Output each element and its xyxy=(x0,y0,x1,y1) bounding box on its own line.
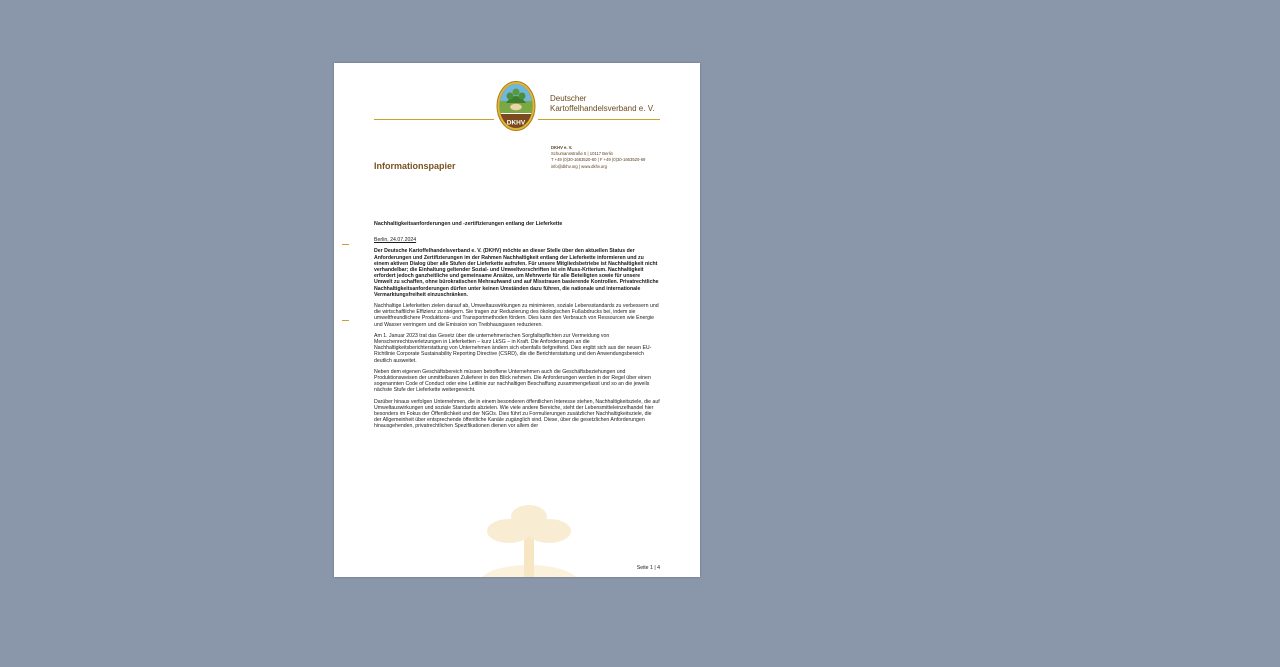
page-number: Seite 1 | 4 xyxy=(636,565,660,571)
document-subject: Nachhaltigkeitsanforderungen und -zertifizierungen entlang der Lieferkette xyxy=(374,221,563,227)
contact-phone: T +49 (0)30-1663520-60 | F +49 (0)30-1663520-69 xyxy=(551,157,646,163)
doc-type-title: Informationspapier xyxy=(374,161,456,171)
margin-fold-mark-top xyxy=(342,244,349,245)
document-date: Berlin, 24.07.2024 xyxy=(374,237,417,244)
contact-name: DKHV e. V. xyxy=(551,145,573,150)
document-body xyxy=(374,221,660,435)
body-paragraph: Neben dem eigenen Geschäftsbereich müssen betroffene Unternehmen auch die Geschäftsbeziehungen und Produktionsweisen der unmittelbaren Zulieferer in den Blick nehmen. Die Anforderungen werden in der Regel über einen sogenannten Code of Conduct oder eine Leitlinie zur nachhaltigen Beschaffung zusammengefasst und so an die jeweils nächste Stufe der Lieferkette weitergereicht. xyxy=(374,368,651,394)
org-name xyxy=(550,94,655,114)
lead-paragraph: Der Deutsche Kartoffelhandelsverband e. V. (DKHV) möchte an dieser Stelle über den aktuellen Status der Anforderungen und Zertifizierungen im der Rahmen Nachhaltigkeit entlang der Lieferkette informieren und zu einem aktiven Dialog über alle Stufen der Lieferkette aufrufen. Für unsere Mitgliedsbetriebe ist Nachhaltigkeit nicht verhandelbar; die Einhaltung geltender Sozial- und Umweltvorschriften ist ein Muss-Kriterium. Nachhaltigkeit erfordert jedoch ganzheitliche und gemeinsame Ansätze, um Mehrwerte für alle Beteiligten sowie für unsere Umwelt zu schaffen, ohne bürokratischen Mehraufwand und auf Misstrauen basierende Kontrollen. Privatrechtliche Nachhaltigkeitsanforderungen dürfen unter keinen Umständen dazu führen, die nationale und internationale Vermarktungsfreiheit einzuschränken. xyxy=(374,248,659,298)
svg-text:DKHV: DKHV xyxy=(506,119,526,127)
contact-web: info@dkhv.org | www.dkhv.org xyxy=(551,163,607,169)
dkhv-logo-icon xyxy=(496,81,536,133)
contact-block xyxy=(551,145,645,170)
margin-fold-mark-bottom xyxy=(342,320,349,321)
contact-address: Schumannstraße 5 | 10117 Berlin xyxy=(551,151,613,157)
org-name-line2: Kartoffelhandelsverband e. V. xyxy=(550,104,655,113)
body-paragraph: Darüber hinaus verfolgen Unternehmen, die in einem besonderen öffentlichen Interesse stehen, Nachhaltigkeitsziele, die auf Umweltauswirkungen und soziale Standards abzielen. Wie viele andere Bereiche, steht der Lebensmitteleinzelhandel hier besonders im Fokus der Öffentlichkeit und der NGOs. Dies führt zu Formulierungen zusätzlicher Nachhaltigkeitsziele, die der Allgemeinheit über entsprechende öffentliche Kanäle zugänglich sind. Diese, über die gesetzlichen Anforderungen hinausgehenden, privatrechtlichen Spezifikationen dienen vor allem der xyxy=(374,398,660,430)
header-rule-left xyxy=(374,119,494,120)
document-page xyxy=(334,63,700,577)
header-rule-right xyxy=(538,119,660,120)
body-paragraph: Nachhaltige Lieferketten zielen darauf ab, Umweltauswirkungen zu minimieren, soziale Lebensstandards zu verbessern und die wirtschaftliche Effizienz zu steigern. Sie tragen zur Reduzierung des ökologischen Fußabdrucks bei, indem sie umweltfreundlichere Produktions- und Transportmethoden fördern. Dies kann den Verbrauch von Ressourcen wie Energie und Wasser verringern und die Emission von Treibhausgasen reduzieren. xyxy=(374,303,659,328)
body-paragraph: Am 1. Januar 2023 trat das Gesetz über die unternehmerischen Sorgfaltspflichten zur Vermeidung von Menschenrechtsverletzungen in Lieferketten – kurz LkSG – in Kraft. Die Anforderungen an die Nachhaltigkeitsberichterstattung von Unternehmen ändern sich ebenfalls tiefgreifend. Dies ergibt sich aus der neuen EU-Richtlinie Corporate Sustainability Reporting Directive (CSRD), die die Berichterstattung und den Anwendungsbereich deutlich ausweitet. xyxy=(374,332,652,364)
org-name-line1: Deutscher xyxy=(550,94,587,103)
potato-plant-watermark-icon xyxy=(474,503,584,577)
